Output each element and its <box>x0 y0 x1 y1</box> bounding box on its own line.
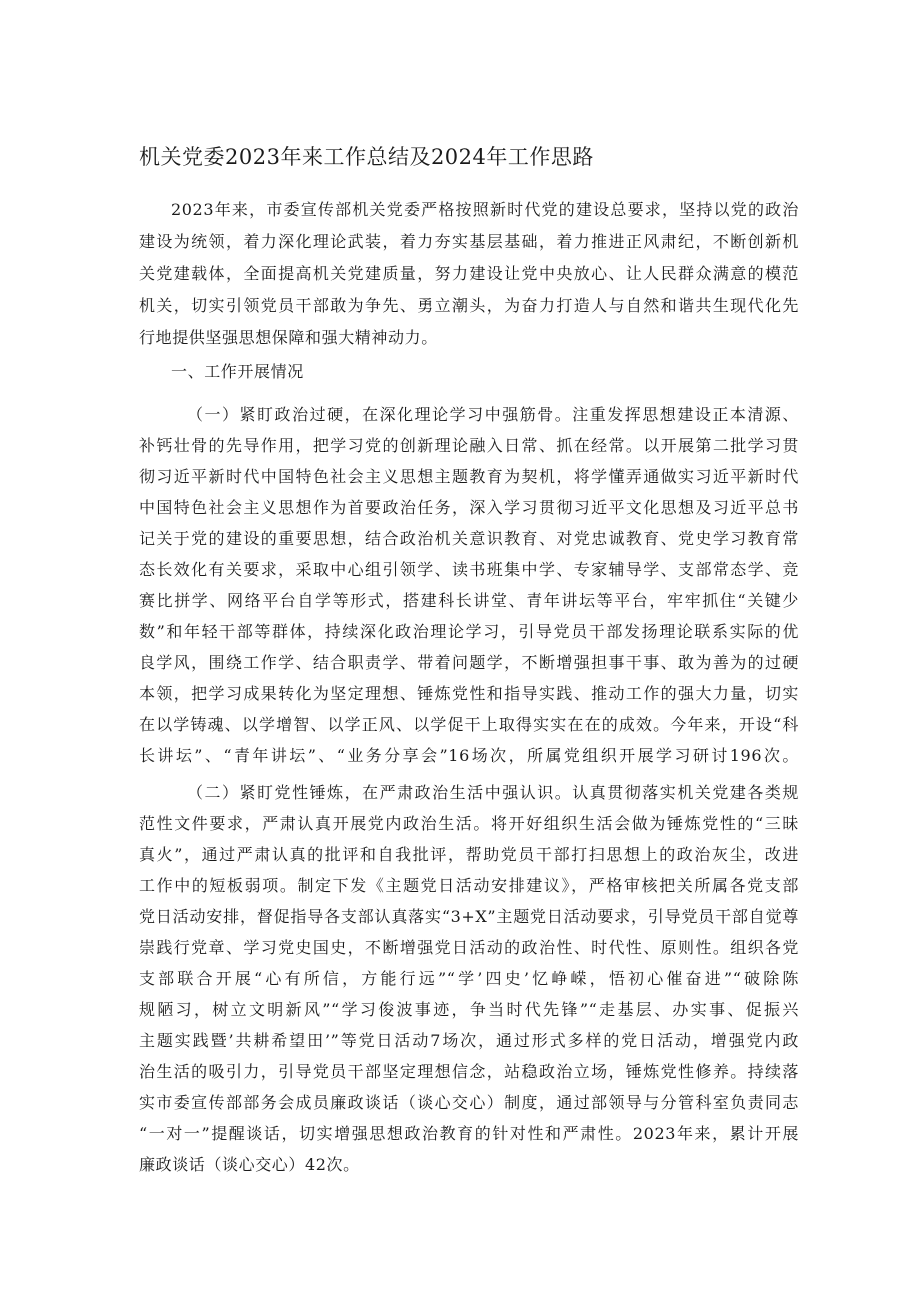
text-line: 中国特色社会主义思想作为首要政治任务，深入学习贯彻习近平文化思想及习近平总书 <box>139 498 799 517</box>
text-line: 长讲坛”、“青年讲坛”、“业务分享会”16场次，所属党组织开展学习研讨196次。 <box>139 746 799 765</box>
section-heading: 一、工作开展情况 <box>171 362 304 381</box>
text-line: （一）紧盯政治过硬，在深化理论学习中强筋骨。注重发挥思想建设正本清源、 <box>187 405 799 424</box>
text-line: 2023年来，市委宣传部机关党委严格按照新时代党的建设总要求，坚持以党的政治 <box>171 200 799 219</box>
document-title: 机关党委2023年来工作总结及2024年工作思路 <box>139 145 594 169</box>
text-line: 关党建载体，全面提高机关党建质量，努力建设让党中央放心、让人民群众满意的模范 <box>139 264 799 283</box>
text-line: “一对一”提醒谈话，切实增强思想政治教育的针对性和严肃性。2023年来，累计开展 <box>139 1124 799 1143</box>
text-line: 实市委宣传部部务会成员廉政谈话（谈心交心）制度，通过部领导与分管科室负责同志 <box>139 1093 799 1112</box>
text-line: 良学风，围绕工作学、结合职责学、带着问题学，不断增强担事干事、敢为善为的过硬 <box>139 653 799 672</box>
text-line: 真火”，通过严肃认真的批评和自我批评，帮助党员干部打扫思想上的政治灰尘，改进 <box>139 845 799 864</box>
text-line: 崇践行党章、学习党史国史，不断增强党日活动的政治性、时代性、原则性。组织各党 <box>139 938 799 957</box>
text-line: 工作中的短板弱项。制定下发《主题党日活动安排建议》，严格审核把关所属各党支部 <box>139 876 799 895</box>
text-line: 规陋习，树立文明新风”“学习俊波事迹，争当时代先锋”“走基层、办实事、促振兴 <box>139 1000 799 1019</box>
text-line: 廉政谈话（谈心交心）42次。 <box>139 1155 360 1174</box>
text-line: 本领，把学习成果转化为坚定理想、锤炼党性和指导实践、推动工作的强大力量，切实 <box>139 684 799 703</box>
text-line: 建设为统领，着力深化理论武装，着力夯实基层基础，着力推进正风肃纪，不断创新机 <box>139 232 799 251</box>
text-line: 机关，切实引领党员干部敢为争先、勇立潮头，为奋力打造人与自然和谐共生现代化先 <box>139 296 799 315</box>
text-line: 记关于党的建设的重要思想，结合政治机关意识教育、对党忠诚教育、党史学习教育常 <box>139 529 799 548</box>
text-line: 数”和年轻干部等群体，持续深化政治理论学习，引导党员干部发扬理论联系实际的优 <box>139 622 799 641</box>
text-line: 党日活动安排，督促指导各支部认真落实“3+X”主题党日活动要求，引导党员干部自觉尊 <box>139 907 799 926</box>
text-line: 赛比拼学、网络平台自学等形式，搭建科长讲堂、青年讲坛等平台，牢牢抓住“关键少 <box>139 591 799 610</box>
text-line: 主题实践暨’共耕希望田’”等党日活动7场次，通过形式多样的党日活动，增强党内政 <box>139 1031 799 1050</box>
text-line: （二）紧盯党性锤炼，在严肃政治生活中强认识。认真贯彻落实机关党建各类规 <box>187 783 799 802</box>
text-line: 彻习近平新时代中国特色社会主义思想主题教育为契机，将学懂弄通做实习近平新时代 <box>139 467 799 486</box>
text-line: 支部联合开展“心有所信，方能行远”“学’四史’忆峥嵘，悟初心催奋进”“破除陈 <box>139 969 799 988</box>
text-line: 态长效化有关要求，采取中心组引领学、读书班集中学、专家辅导学、支部常态学、竞 <box>139 560 799 579</box>
text-line: 在以学铸魂、以学增智、以学正风、以学促干上取得实实在在的成效。今年来，开设“科 <box>139 715 799 734</box>
text-line: 范性文件要求，严肃认真开展党内政治生活。将开好组织生活会做为锤炼党性的“三昧 <box>139 814 799 833</box>
text-line: 补钙壮骨的先导作用，把学习党的创新理论融入日常、抓在经常。以开展第二批学习贯 <box>139 436 799 455</box>
text-line: 行地提供坚强思想保障和强大精神动力。 <box>139 328 438 347</box>
text-line: 治生活的吸引力，引导党员干部坚定理想信念，站稳政治立场，锤炼党性修养。持续落 <box>139 1062 799 1081</box>
